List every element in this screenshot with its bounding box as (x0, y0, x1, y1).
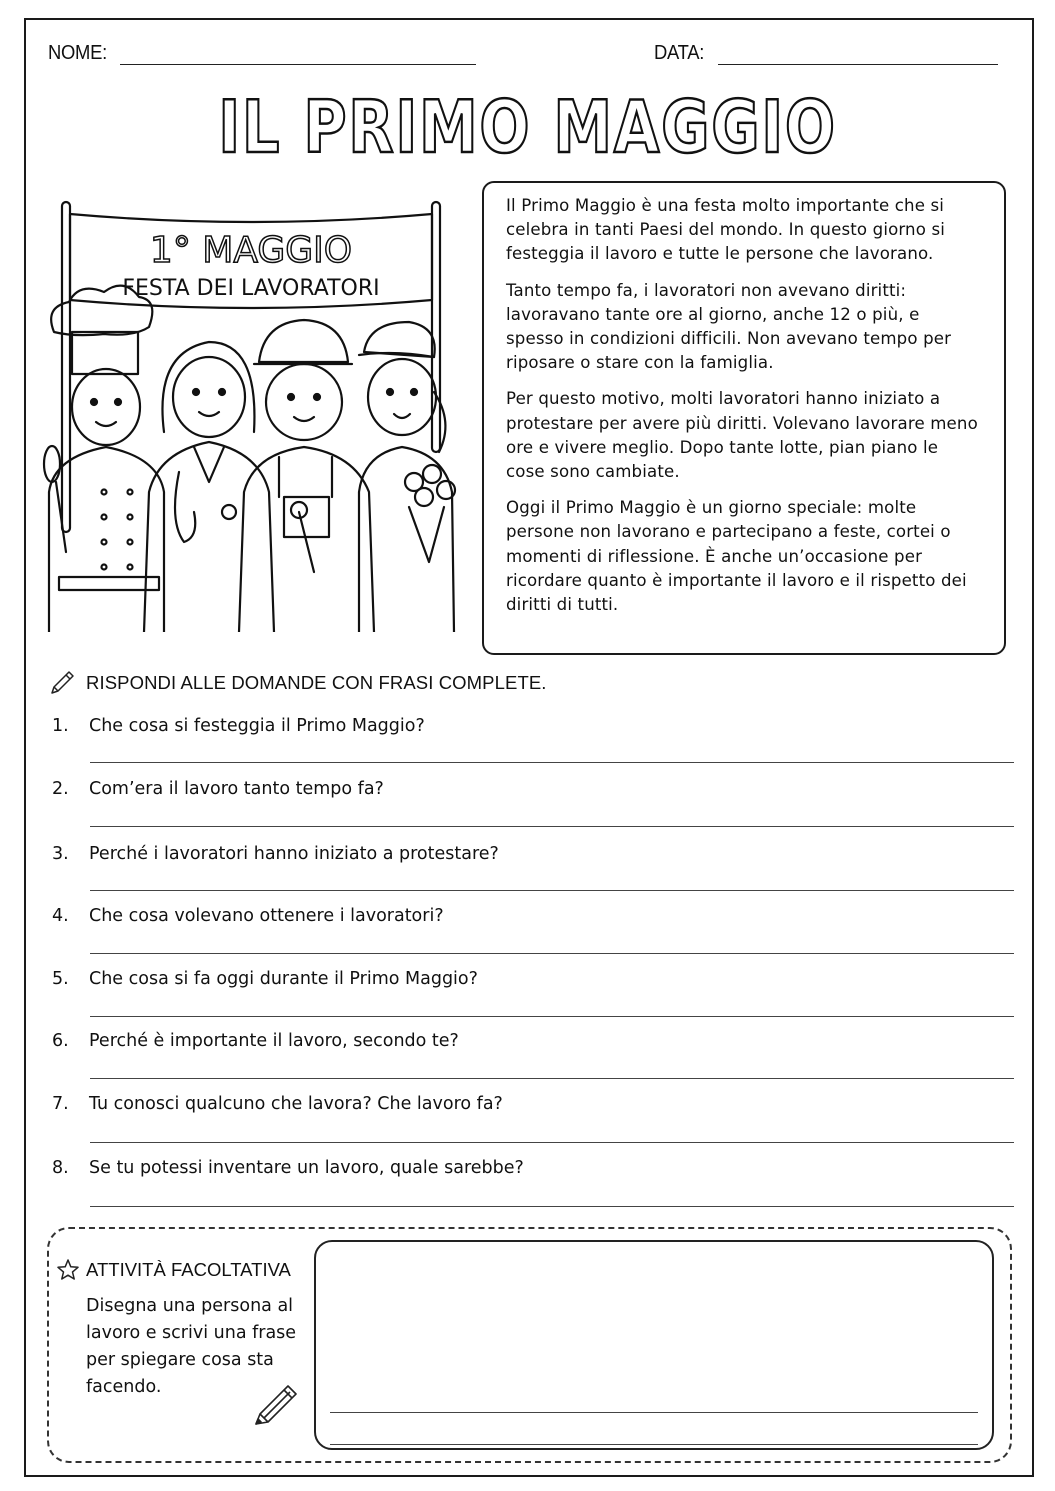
answer-line[interactable] (90, 1206, 1014, 1207)
banner-pole-left (62, 202, 70, 532)
page-title: IL PRIMO MAGGIO (218, 85, 837, 169)
instruction-text: RISPONDI ALLE DOMANDE CON FRASI COMPLETE. (86, 672, 547, 693)
writing-line[interactable] (330, 1412, 978, 1413)
question-number: 1. (52, 716, 69, 736)
workers-illustration (34, 192, 474, 632)
reading-paragraph-4: Oggi il Primo Maggio è un giorno speciale: molte persone non lavorano e partecipano a feste, cortei o momenti di riflessione. È anche un’occasione per ricordare quanto è importante il lavoro e il rispetto dei diritti di tutti. (506, 498, 967, 615)
date-input-line[interactable] (718, 64, 998, 65)
optional-description: Disegna una persona al lavoro e scrivi una frase per spiegare cosa sta facendo. (86, 1296, 297, 1397)
answer-line[interactable] (90, 1142, 1014, 1143)
reading-paragraph-1: Il Primo Maggio è una festa molto importante che si celebra in tanti Paesi del mondo. In questo giorno si festeggia il lavoro e tutte le persone che lavorano. (506, 196, 946, 264)
answer-line[interactable] (90, 890, 1014, 891)
question-text: Se tu potessi inventare un lavoro, quale sarebbe? (89, 1158, 524, 1178)
name-input-line[interactable] (120, 64, 476, 65)
question-number: 6. (52, 1031, 69, 1051)
drawing-area[interactable] (314, 1240, 994, 1450)
question-text: Perché i lavoratori hanno iniziato a protestare? (89, 844, 499, 864)
answer-line[interactable] (90, 1078, 1014, 1079)
reading-paragraph-3: Per questo motivo, molti lavoratori hanno iniziato a protestare per avere più diritti. Volevano lavorare meno ore e vivere meglio. Dopo tante lotte, pian piano le cose sono cambiate. (506, 389, 978, 482)
reading-passage (482, 181, 1006, 655)
answer-line[interactable] (90, 953, 1014, 954)
pencil-icon (48, 669, 76, 697)
question-number: 8. (52, 1158, 69, 1178)
question-text: Che cosa si festeggia il Primo Maggio? (89, 716, 425, 736)
question-item (52, 1031, 459, 1051)
question-number: 3. (52, 844, 69, 864)
question-text: Tu conosci qualcuno che lavora? Che lavoro fa? (89, 1094, 503, 1114)
writing-line[interactable] (330, 1444, 978, 1445)
construction-worker-figure (239, 320, 374, 632)
banner-text-line2: FESTA DEI LAVORATORI (122, 276, 380, 301)
question-text: Che cosa volevano ottenere i lavoratori? (89, 906, 444, 926)
question-number: 7. (52, 1094, 69, 1114)
answer-line[interactable] (90, 826, 1014, 827)
question-number: 5. (52, 969, 69, 989)
star-icon (56, 1258, 80, 1282)
question-item (52, 906, 444, 926)
question-item (52, 779, 384, 799)
questions-instruction (48, 669, 547, 697)
question-item (52, 844, 499, 864)
question-text: Com’era il lavoro tanto tempo fa? (89, 779, 384, 799)
date-label: DATA: (654, 42, 705, 64)
question-text: Che cosa si fa oggi durante il Primo Maggio? (89, 969, 478, 989)
name-label: NOME: (48, 42, 107, 64)
question-item (52, 716, 425, 736)
question-item (52, 1094, 503, 1114)
question-item (52, 969, 478, 989)
answer-line[interactable] (90, 1016, 1014, 1017)
reading-paragraph-2: Tanto tempo fa, i lavoratori non avevano diritti: lavoravano tante ore al giorno, anche 12 o più, e spesso in condizioni difficili. Non avevano tempo per riposare o stare con la famiglia. (506, 280, 952, 373)
question-number: 2. (52, 779, 69, 799)
optional-activity-title (56, 1258, 291, 1282)
pencil-icon (252, 1380, 300, 1428)
answer-line[interactable] (90, 762, 1014, 763)
question-item (52, 1158, 524, 1178)
question-text: Perché è importante il lavoro, secondo te? (89, 1031, 459, 1051)
optional-title-text: ATTIVITÀ FACOLTATIVA (86, 1259, 291, 1280)
question-number: 4. (52, 906, 69, 926)
banner-text-line1: 1° MAGGIO (149, 230, 353, 271)
